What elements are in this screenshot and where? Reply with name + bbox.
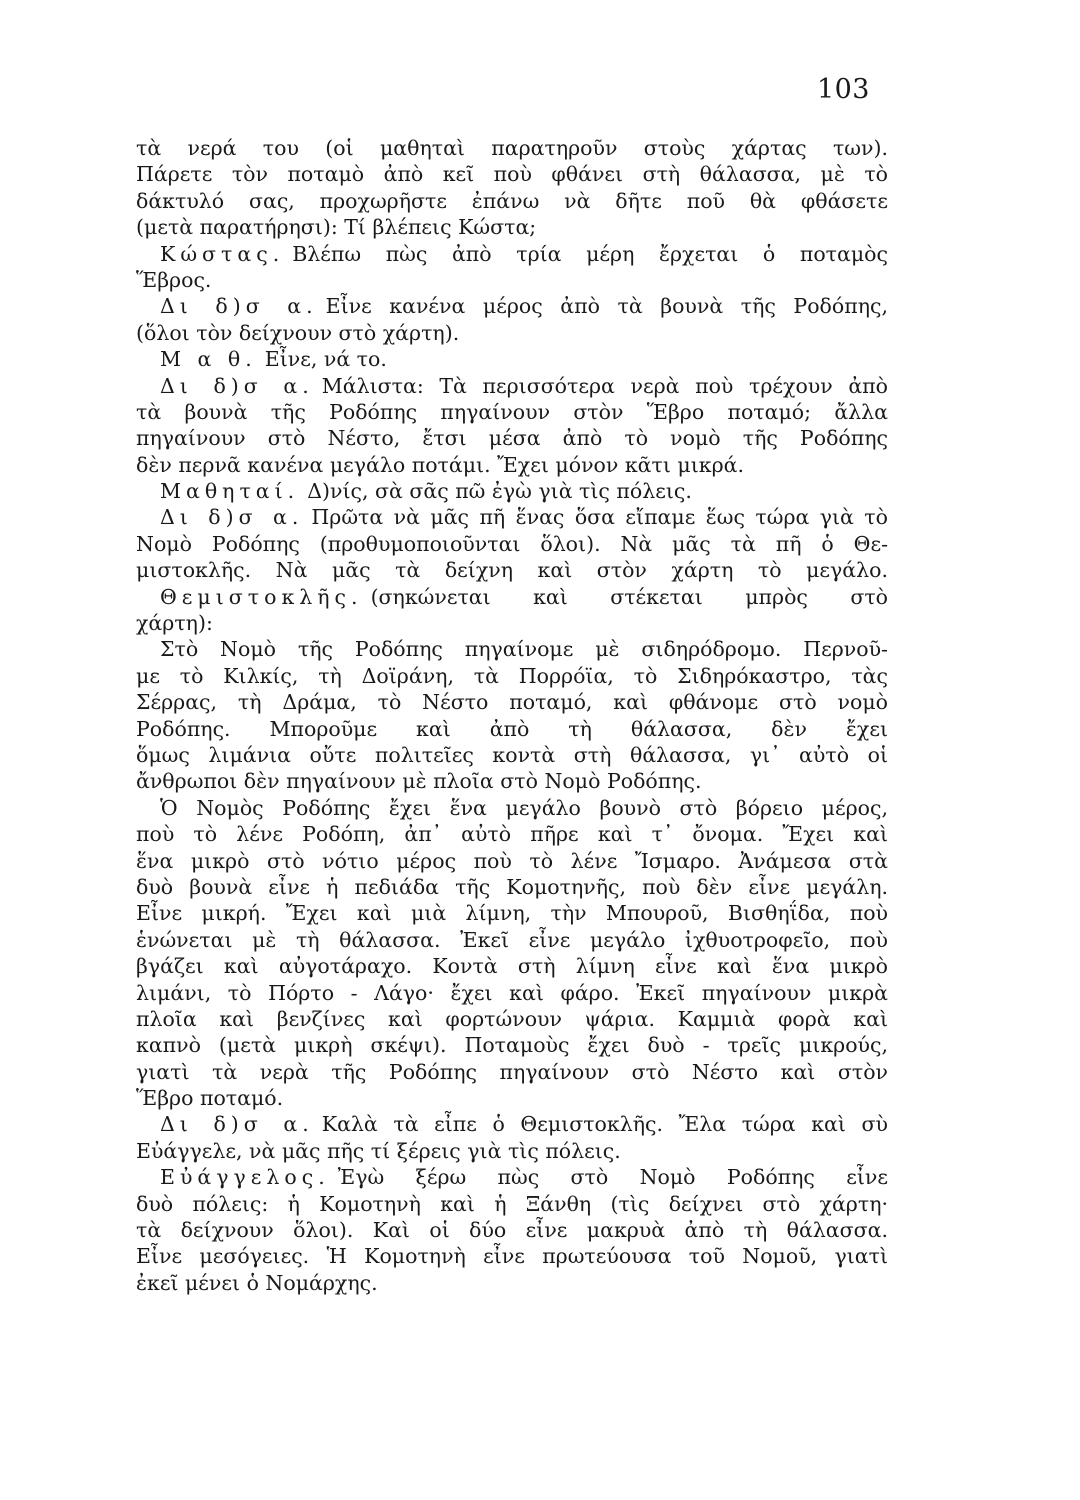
text-line [136, 636, 888, 662]
line-text: Νομὸ Ροδόπης (προθυμοποιοῦνται ὅλοι). Νὰ μᾶς τὰ πῆ ὁ Θε- [136, 531, 888, 556]
text-line [136, 346, 888, 372]
text-line [136, 584, 888, 610]
text-line [136, 1032, 888, 1058]
page-number: 103 [816, 74, 870, 105]
line-text: χάρτη): [136, 611, 213, 636]
text-line [136, 373, 888, 399]
line-text: Ἐγὼ ξέρω πὼς στὸ Νομὸ Ροδόπης εἶνε [337, 1165, 888, 1190]
text-line [136, 557, 888, 583]
line-text: Σέρρας, τὴ Δράμα, τὸ Νέστο ποταμό, καὶ φθάνομε στὸ νομὸ [136, 690, 888, 715]
text-line [136, 241, 888, 267]
line-text: ὅμως λιμάνια οὔτε πολιτεῖες κοντὰ στὴ θάλασσα, γι᾿ αὐτὸ οἱ [136, 742, 888, 767]
text-line [136, 610, 888, 636]
line-text: με τὸ Κιλκίς, τὴ Δοϊράνη, τὰ Πορρόϊα, τὸ Σιδηρόκαστρο, τὰς [136, 663, 888, 688]
text-line [136, 1270, 888, 1296]
line-text: δάκτυλό σας, προχωρῆστε ἐπάνω νὰ δῆτε ποῦ θὰ φθάσετε [136, 188, 888, 213]
line-text: Ροδόπης. Μποροῦμε καὶ ἀπὸ τὴ θάλασσα, δὲν ἔχει [136, 716, 888, 741]
line-text: δυὸ πόλεις: ἡ Κομοτηνὴ καὶ ἡ Ξάνθη (τὶς δείχνει στὸ χάρτη· [136, 1191, 888, 1216]
text-line [136, 663, 888, 689]
text-line [136, 188, 888, 214]
text-line [136, 1191, 888, 1217]
text-line [136, 399, 888, 425]
line-text: Εἶνε μεσόγειες. Ἡ Κομοτηνὴ εἶνε πρωτεύουσα τοῦ Νομοῦ, γιατὶ [136, 1244, 888, 1269]
text-line [136, 1217, 888, 1243]
speaker-name: Θεμιστοκλῆς. [160, 584, 363, 609]
text-line [136, 135, 888, 161]
speaker-name: Κώστας. [160, 241, 285, 266]
line-text: Καλὰ τὰ εἶπε ὁ Θεμιστοκλῆς. Ἔλα τώρα καὶ σὺ [321, 1112, 888, 1137]
line-text: Εἶνε μικρή. Ἔχει καὶ μιὰ λίμνη, τὴν Μπουροῦ, Βισθηΐδα, ποὺ [136, 901, 888, 926]
line-text: Δ)νίς, σὰ σᾶς πῶ ἐγὼ γιὰ τὶς πόλεις. [307, 479, 692, 504]
text-line [136, 452, 888, 478]
line-text: ἐκεῖ μένει ὁ Νομάρχης. [136, 1270, 378, 1295]
text-line [136, 980, 888, 1006]
line-text: δὲν περνᾶ κανένα μεγάλο ποτάμι. Ἔχει μόνον κᾶτι μικρά. [136, 452, 744, 477]
text-line [136, 267, 888, 293]
text-line [136, 927, 888, 953]
speaker-name: Δι δ)σ α. [160, 294, 318, 319]
text-line [136, 1111, 888, 1137]
line-text: γιατὶ τὰ νερὰ τῆς Ροδόπης πηγαίνουν στὸ Νέστο καὶ στὸν [136, 1059, 888, 1084]
text-line [136, 320, 888, 346]
text-line [136, 821, 888, 847]
text-line [136, 478, 888, 504]
text-line [136, 900, 888, 926]
text-line [136, 874, 888, 900]
text-line [136, 293, 888, 319]
line-text: Πάρετε τὸν ποταμὸ ἀπὸ κεῖ ποὺ φθάνει στὴ θάλασσα, μὲ τὸ [136, 162, 888, 187]
line-text: ἕνα μικρὸ στὸ νότιο μέρος ποὺ τὸ λένε Ἴσμαρο. Ἀνάμεσα στὰ [136, 848, 888, 873]
line-text: Εἶνε κανένα μέρος ἀπὸ τὰ βουνὰ τῆς Ροδόπης, [325, 294, 888, 319]
line-text: (ὅλοι τὸν δείχνουν στὸ χάρτη). [136, 320, 460, 345]
text-line [136, 425, 888, 451]
speaker-name: Μ α θ. [160, 347, 257, 372]
text-line [136, 1138, 888, 1164]
speaker-name: Εὐάγγελος. [160, 1165, 330, 1190]
line-text: πλοῖα καὶ βενζίνες καὶ φορτώνουν ψάρια. Καμμιὰ φορὰ καὶ [136, 1006, 888, 1031]
text-line [136, 795, 888, 821]
line-text: Στὸ Νομὸ τῆς Ροδόπης πηγαίνομε μὲ σιδηρόδρομο. Περνοῦ- [160, 637, 888, 662]
text-line [136, 848, 888, 874]
line-text: τὰ βουνὰ τῆς Ροδόπης πηγαίνουν στὸν Ἕβρο ποταμό; ἄλλα [136, 399, 888, 424]
text-line [136, 689, 888, 715]
text-line [136, 716, 888, 742]
line-text: Βλέπω πὼς ἀπὸ τρία μέρη ἔρχεται ὁ ποταμὸς [292, 241, 888, 266]
line-text: Εἶνε, νά το. [264, 347, 387, 372]
line-text: ἑνώνεται μὲ τὴ θάλασσα. Ἐκεῖ εἶνε μεγάλο ἰχθυοτροφεῖο, ποὺ [136, 927, 888, 952]
line-text: ποὺ τὸ λένε Ροδόπη, ἀπ᾿ αὐτὸ πῆρε καὶ τ᾿ ὄνομα. Ἔχει καὶ [136, 822, 888, 847]
line-text: (σηκώνεται καὶ στέκεται μπρὸς στὸ [370, 584, 888, 609]
text-line [136, 1243, 888, 1269]
line-text: τὰ δείχνουν ὅλοι). Καὶ οἱ δύο εἶνε μακρυὰ ἀπὸ τὴ θάλασσα. [136, 1218, 888, 1243]
text-line [136, 1006, 888, 1032]
text-line [136, 504, 888, 530]
text-line [136, 214, 888, 240]
line-text: (μετὰ παρατήρησι): Τί βλέπεις Κώστα; [136, 215, 537, 240]
line-text: Ἕβρο ποταμό. [136, 1086, 284, 1111]
speaker-name: Δι δ)σ α. [160, 505, 304, 530]
line-text: Εὐάγγελε, νὰ μᾶς πῆς τί ξέρεις γιὰ τὶς πόλεις. [136, 1138, 621, 1163]
line-text: μιστοκλῆς. Νὰ μᾶς τὰ δείχνη καὶ στὸν χάρτη τὸ μεγάλο. [136, 558, 888, 583]
line-text: δυὸ βουνὰ εἶνε ἡ πεδιάδα τῆς Κομοτηνῆς, ποὺ δὲν εἶνε μεγάλη. [136, 874, 888, 899]
text-line [136, 1085, 888, 1111]
text-line [136, 161, 888, 187]
line-text: ἄνθρωποι δὲν πηγαίνουν μὲ πλοῖα στὸ Νομὸ Ροδόπης. [136, 769, 702, 794]
line-text: Ὁ Νομὸς Ροδόπης ἔχει ἕνα μεγάλο βουνὸ στὸ βόρειο μέρος, [160, 795, 888, 820]
line-text: πηγαίνουν στὸ Νέστο, ἔτσι μέσα ἀπὸ τὸ νομὸ τῆς Ροδόπης [136, 426, 888, 451]
line-text: τὰ νερά του (οἱ μαθηταὶ παρατηροῦν στοὺς χάρτας των). [136, 136, 888, 160]
line-text: βγάζει καὶ αὐγοτάραχο. Κοντὰ στὴ λίμνη εἶνε καὶ ἕνα μικρὸ [136, 954, 888, 979]
text-line [136, 1059, 888, 1085]
speaker-name: Μαθηταί. [160, 479, 300, 504]
line-text: Πρῶτα νὰ μᾶς πῆ ἕνας ὅσα εἴπαμε ἕως τώρα γιὰ τὸ [311, 505, 888, 530]
speaker-name: Δι δ)σ α. [160, 1112, 314, 1137]
text-line [136, 1164, 888, 1190]
line-text: Ἕβρος. [136, 267, 212, 292]
speaker-name: Δι δ)σ α. [160, 373, 314, 398]
line-text: Μάλιστα: Τὰ περισσότερα νερὰ ποὺ τρέχουν ἀπὸ [321, 373, 888, 398]
text-line [136, 742, 888, 768]
text-line [136, 768, 888, 794]
body-text [136, 135, 888, 1296]
text-line [136, 953, 888, 979]
text-line [136, 531, 888, 557]
line-text: καπνὸ (μετὰ μικρὴ σκέψι). Ποταμοὺς ἔχει δυὸ - τρεῖς μικρούς, [136, 1033, 888, 1058]
line-text: λιμάνι, τὸ Πόρτο - Λάγο· ἔχει καὶ φάρο. Ἐκεῖ πηγαίνουν μικρὰ [136, 980, 888, 1005]
